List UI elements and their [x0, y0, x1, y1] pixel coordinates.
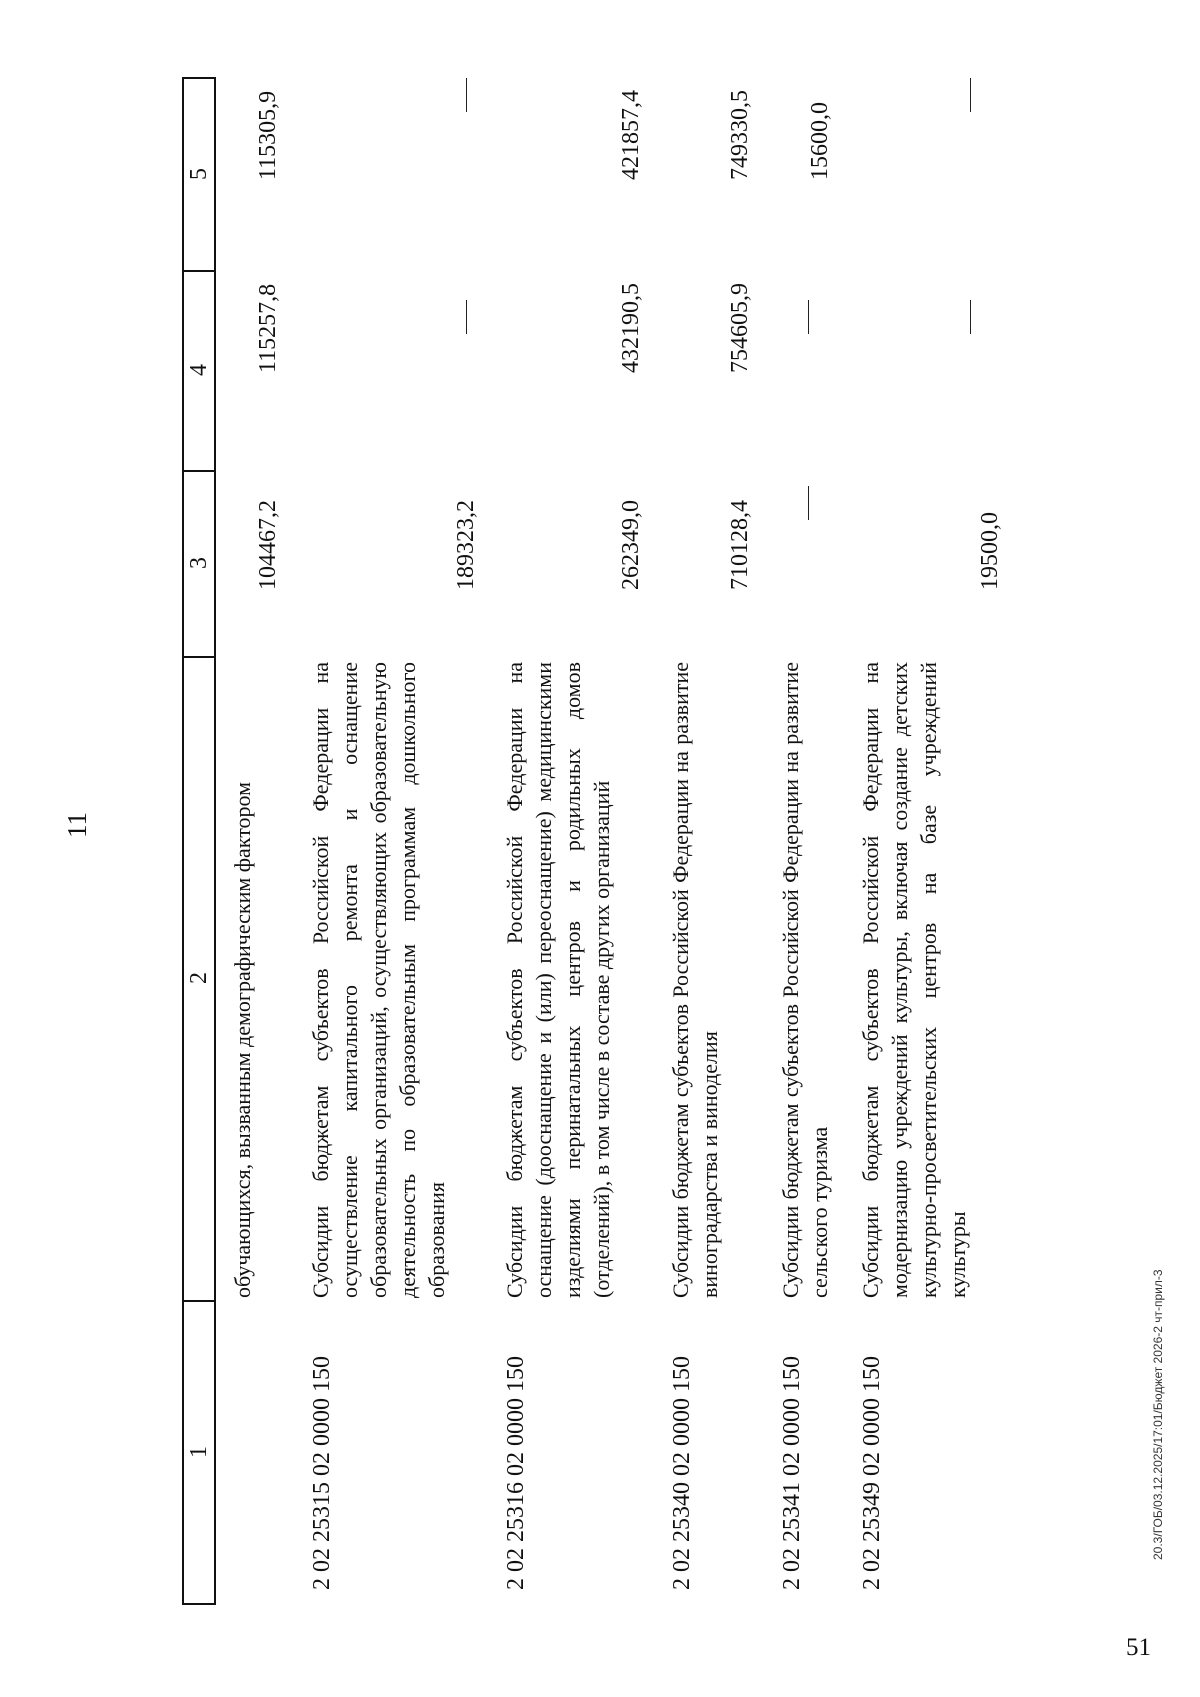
header-col-5: 5 — [186, 168, 212, 180]
table-row-0-col3: 104467,2 — [255, 500, 281, 590]
table-row-2-code: 2 02 25316 02 0000 150 — [503, 1356, 529, 1590]
table-row-3-code: 2 02 25340 02 0000 150 — [669, 1356, 695, 1590]
header-col-2: 2 — [186, 972, 212, 984]
table-row-1-col3: 189323,2 — [453, 500, 479, 590]
table-row-4-description: Субсидии бюджетам субъектов Российской Федерации на развитие сельского туризма — [778, 662, 832, 1298]
table-row-3-description: Субсидии бюджетам субъектов Российской Федерации на развитие виноградарства и виноделия — [668, 662, 722, 1298]
table-row-2-col5: 421857,4 — [618, 90, 644, 180]
page-number-bottom: 51 — [1126, 1634, 1151, 1661]
table-row-1-col4-dash — [466, 300, 467, 334]
table-row-4-col3-dash — [808, 486, 809, 520]
table-row-2-col4: 432190,5 — [618, 283, 644, 373]
table-row-5-description: Субсидии бюджетам субъектов Российской Федерации на модернизацию учреждений культуры, включая создание детских культурно-просветительских центров на базе учреждений культуры — [858, 662, 970, 1298]
document-footer-id: 20.3/ГОБ/03.12.2025/17:01/Бюджет 2026-2 чт-прил-3 — [1151, 1269, 1165, 1560]
table-row-3-col5: 749330,5 — [727, 90, 753, 180]
table-row-1-col5-dash — [466, 78, 467, 112]
table-row-2-description: Субсидии бюджетам субъектов Российской Федерации на оснащение (дооснащение и (или) переоснащение) медицинскими изделиями перинатальных центров и родильных домов (отделений), в том числе в составе других организаций — [502, 662, 614, 1298]
header-col-3: 3 — [186, 557, 212, 569]
table-row-5-col3: 19500,0 — [977, 512, 1003, 590]
table-row-5-code: 2 02 25349 02 0000 150 — [859, 1356, 885, 1590]
table-row-3-col3: 710128,4 — [727, 500, 753, 590]
table-row-5-col5-dash — [970, 78, 971, 112]
header-col-4: 4 — [186, 364, 212, 376]
header-bottom-border — [182, 1603, 216, 1605]
table-row-1-description: Субсидии бюджетам субъектов Российской Федерации на осуществление капитального ремонта и оснащение образовательных организаций, осуществляющих образовательную деятельность по образовательным программам дошкольного образования — [308, 662, 449, 1298]
table-row-0-col5: 115305,9 — [255, 90, 281, 180]
table-row-4-code: 2 02 25341 02 0000 150 — [779, 1356, 805, 1590]
table-row-4-col4-dash — [808, 300, 809, 334]
header-col-1: 1 — [186, 1446, 212, 1458]
table-row-5-col4-dash — [970, 300, 971, 334]
table-row-1-code: 2 02 25315 02 0000 150 — [309, 1356, 335, 1590]
page-number-top: 11 — [62, 812, 92, 838]
table-row-2-col3: 262349,0 — [618, 500, 644, 590]
table-row-4-col5: 15600,0 — [807, 102, 833, 180]
table-row-0-col4: 115257,8 — [255, 283, 281, 373]
table-row-0-description: обучающихся, вызванным демографическим фактором — [230, 781, 255, 1298]
table-row-3-col4: 754605,9 — [727, 283, 753, 373]
